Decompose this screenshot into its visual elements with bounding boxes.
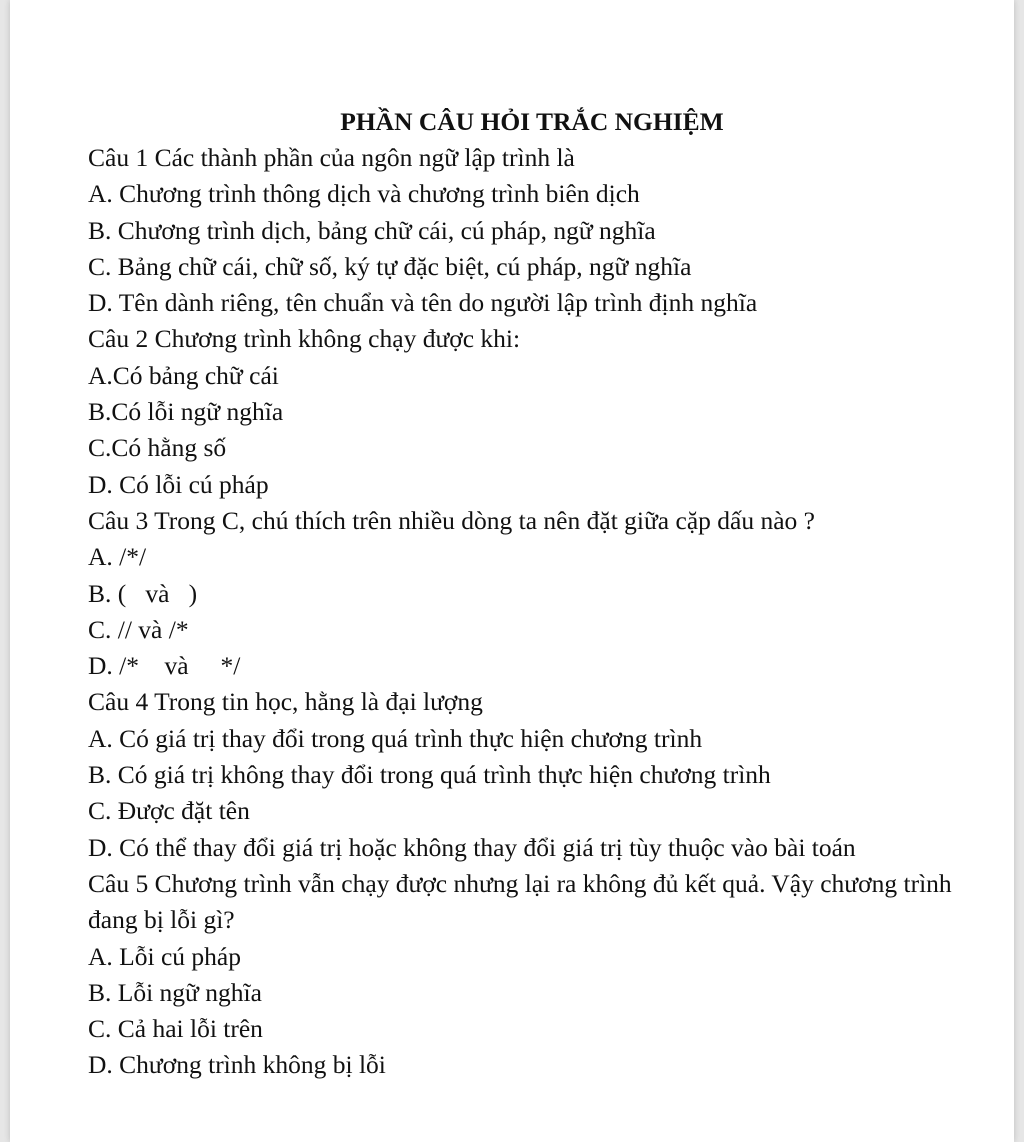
question-4-option-a: A. Có giá trị thay đổi trong quá trình thực hiện chương trình [88, 723, 703, 753]
question-2-option-c: C.Có hằng số [88, 433, 227, 463]
question-3-option-d: D. /* và */ [88, 651, 241, 681]
question-1-option-a: A. Chương trình thông dịch và chương trình biên dịch [88, 179, 640, 209]
question-5-option-c: C. Cả hai lỗi trên [88, 1014, 263, 1044]
question-4-option-b: B. Có giá trị không thay đổi trong quá trình thực hiện chương trình [88, 760, 771, 790]
document-page [10, 0, 1014, 1142]
question-4-option-c: C. Được đặt tên [88, 796, 250, 826]
question-3-option-c: C. // và /* [88, 614, 189, 644]
question-3-option-b: B. ( và ) [88, 578, 198, 608]
question-2-option-d: D. Có lỗi cú pháp [88, 469, 269, 499]
question-3-option-a: A. /*/ [88, 542, 147, 572]
question-2-option-a: A.Có bảng chữ cái [88, 360, 279, 390]
page-title: PHẦN CÂU HỎI TRẮC NGHIỆM [340, 107, 724, 136]
question-4: Câu 4 Trong tin học, hằng là đại lượng [88, 687, 483, 717]
question-5: Câu 5 Chương trình vẫn chạy được nhưng lại ra không đủ kết quả. Vậy chương trình đang bị lỗi gì? [88, 868, 952, 935]
question-1-option-d: D. Tên dành riêng, tên chuẩn và tên do người lập trình định nghĩa [88, 288, 758, 318]
question-5-option-d: D. Chương trình không bị lỗi [88, 1050, 386, 1080]
question-2-option-b: B.Có lỗi ngữ nghĩa [88, 397, 284, 427]
question-1-option-b: B. Chương trình dịch, bảng chữ cái, cú pháp, ngữ nghĩa [88, 215, 656, 245]
question-2: Câu 2 Chương trình không chạy được khi: [88, 324, 521, 354]
question-5-option-a: A. Lỗi cú pháp [88, 941, 241, 971]
question-4-option-d: D. Có thể thay đổi giá trị hoặc không thay đổi giá trị tùy thuộc vào bài toán [88, 832, 856, 862]
quiz-content [88, 104, 968, 1084]
question-1-option-c: C. Bảng chữ cái, chữ số, ký tự đặc biệt, cú pháp, ngữ nghĩa [88, 251, 692, 281]
question-1: Câu 1 Các thành phần của ngôn ngữ lập trình là [88, 143, 575, 172]
question-3: Câu 3 Trong C, chú thích trên nhiều dòng ta nên đặt giữa cặp dấu nào ? [88, 505, 815, 535]
question-5-option-b: B. Lỗi ngữ nghĩa [88, 977, 262, 1007]
